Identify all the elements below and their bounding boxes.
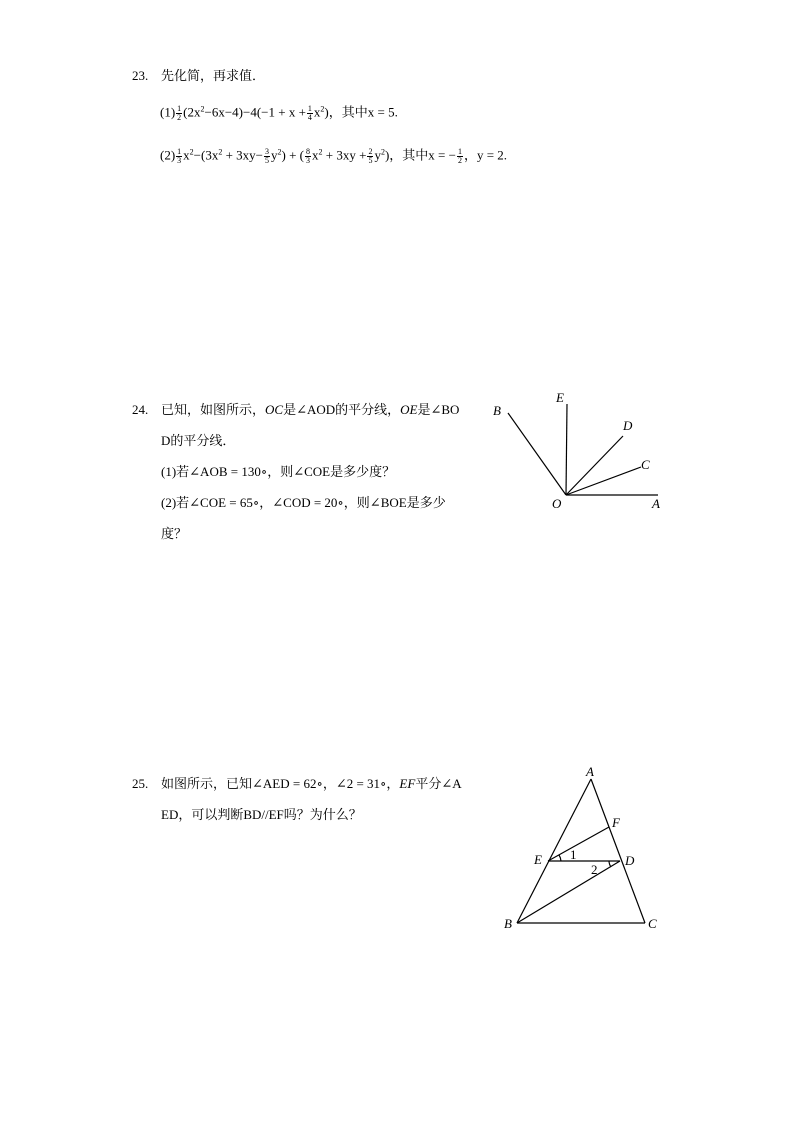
q23-number: 23. [132, 68, 149, 83]
label-c: C [648, 916, 657, 931]
fraction-quarter: $\frac{1}{4}$ [307, 104, 312, 122]
ray-oe [566, 404, 567, 495]
label-a: A [586, 764, 594, 779]
q23-title: 先化简，再求值． [161, 68, 266, 83]
fraction-three-fifths: $\frac{3}{5}$ [265, 147, 270, 165]
q24-line1: 已知，如图所示，OC是∠AOD的平分线，OE是∠BO [161, 402, 460, 417]
q23-part1: (1) $\frac{1}{2}$ $(2x^2-6x-4)-4(-1 + x$ + $\frac{1}{4}$ $x^2$)，其中x = 5. [160, 104, 398, 122]
label-a: A [652, 496, 660, 511]
ray-ob [508, 413, 566, 495]
side-ac [591, 779, 645, 923]
q25-number: 25. [132, 776, 149, 791]
fraction-half: $\frac{1}{2}$ [177, 104, 182, 122]
q24-line5: 度？ [161, 526, 188, 541]
label-angle-2: 2 [591, 862, 598, 877]
label-b: B [493, 403, 501, 418]
ray-od [566, 436, 623, 495]
label-c: C [641, 457, 650, 472]
label-e: E [534, 852, 542, 867]
fraction-one-third: $\frac{1}{3}$ [177, 147, 182, 165]
q24-line2: D的平分线． [161, 433, 236, 448]
label-e: E [556, 390, 564, 405]
angle-arc-2 [609, 861, 611, 867]
q23-part2: (2) $\frac{1}{3}$ $x^2-(3x^2 + 3xy-$ $\frac{3}{5}$ $y^2$) + ( $\frac{8}{3}$ $x^2 + 3xy$ + $\frac{2}{5}$ $y^2$)，其中x = − $\frac{1}{2}$ ，y = 2. [160, 147, 508, 165]
q24-line3: (1)若∠AOB = 130∘，则∠COE是多少度？ [161, 464, 396, 479]
fraction-one-half: $\frac{1}{2}$ [457, 147, 462, 165]
label-f: F [612, 815, 620, 830]
fraction-two-fifths: $\frac{2}{5}$ [368, 147, 373, 165]
label-angle-1: 1 [570, 847, 577, 862]
label-b: B [504, 916, 512, 931]
q24-line4: (2)若∠COE = 65∘，∠COD = 20∘，则∠BOE是多少 [161, 495, 446, 510]
q25-line2: ED，可以判断BD//EF吗？为什么？ [161, 807, 362, 822]
q24-angle-figure [480, 380, 680, 520]
label-o: O [552, 496, 562, 511]
q24-number: 24. [132, 402, 149, 417]
fraction-eight-thirds: $\frac{8}{3}$ [306, 147, 311, 165]
q25-triangle-figure [495, 760, 675, 940]
label-d: D [625, 853, 635, 868]
ray-oc [566, 467, 641, 495]
label-d: D [623, 418, 633, 433]
q25-line1: 如图所示，已知∠AED = 62∘，∠2 = 31∘，EF平分∠A [161, 776, 462, 791]
angle-arc-1 [559, 855, 561, 861]
